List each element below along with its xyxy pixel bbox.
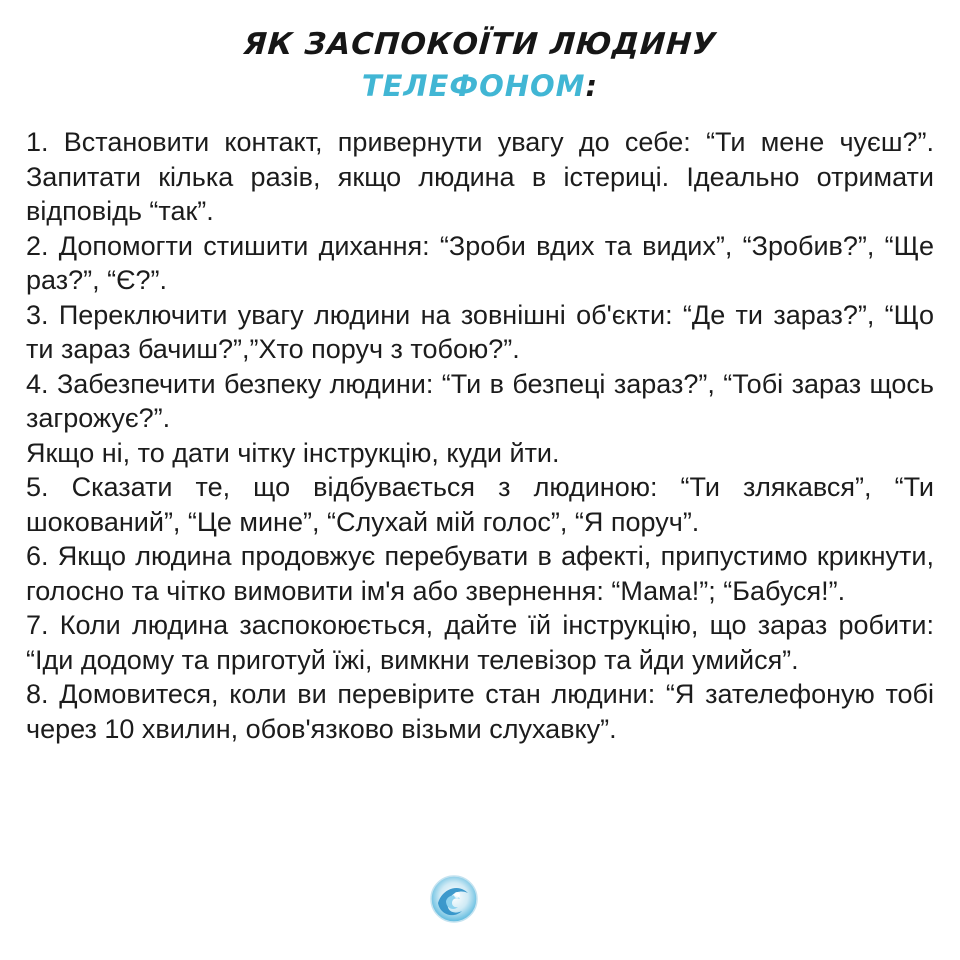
page-subtitle [0,68,960,104]
blue-swirl-logo-icon [428,873,480,925]
instruction-item-2: 2. Допомогти стишити дихання: “Зроби вдих та видих”, “Зробив?”, “Ще раз?”, “Є?”. [26,230,934,295]
instruction-item-5: 5. Сказати те, що відбувається з людиною: “Ти злякався”, “Ти шокований”, “Це мине”, “Слухай мій голос”, “Я поруч”. [26,472,934,537]
instruction-item-3: 3. Переключити увагу людини на зовнішні об'єкти: “Де ти зараз?”, “Що ти зараз бачиш?”,”Хто поруч з тобою?”. [26,299,934,364]
title-accent-word: ТЕЛЕФОНОМ [361,69,586,103]
page-title: ЯК ЗАСПОКОЇТИ ЛЮДИНУ [242,27,718,62]
instruction-item-4: 4. Забезпечити безпеку людини: “Ти в безпеці зараз?”, “Тобі зараз щось загрожує?”. [26,368,934,433]
title-block [0,26,960,104]
instruction-item-4-note: Якщо ні, то дати чітку інструкцію, куди йти. [26,437,560,468]
instruction-list [26,125,934,746]
instruction-item-8: 8. Домовитеся, коли ви перевірите стан людини: “Я зателефоную тобі через 10 хвилин, обов'язково візьми слухавку”. [26,679,934,744]
instruction-item-1: 1. Встановити контакт, привернути увагу до себе: “Ти мене чуєш?”. Запитати кілька разів, якщо людина в істериці. Ідеально отримати відповідь “так”. [26,127,934,226]
title-colon: : [585,69,599,103]
instruction-item-6: 6. Якщо людина продовжує перебувати в афекті, припустимо крикнути, голосно та чітко вимовити ім'я або звернення: “Мама!”; “Бабуся!”. [26,541,934,606]
instruction-item-7: 7. Коли людина заспокоюється, дайте їй інструкцію, що зараз робити: “Іди додому та приготуй їжі, вимкни телевізор та йди умийся”. [26,610,934,675]
